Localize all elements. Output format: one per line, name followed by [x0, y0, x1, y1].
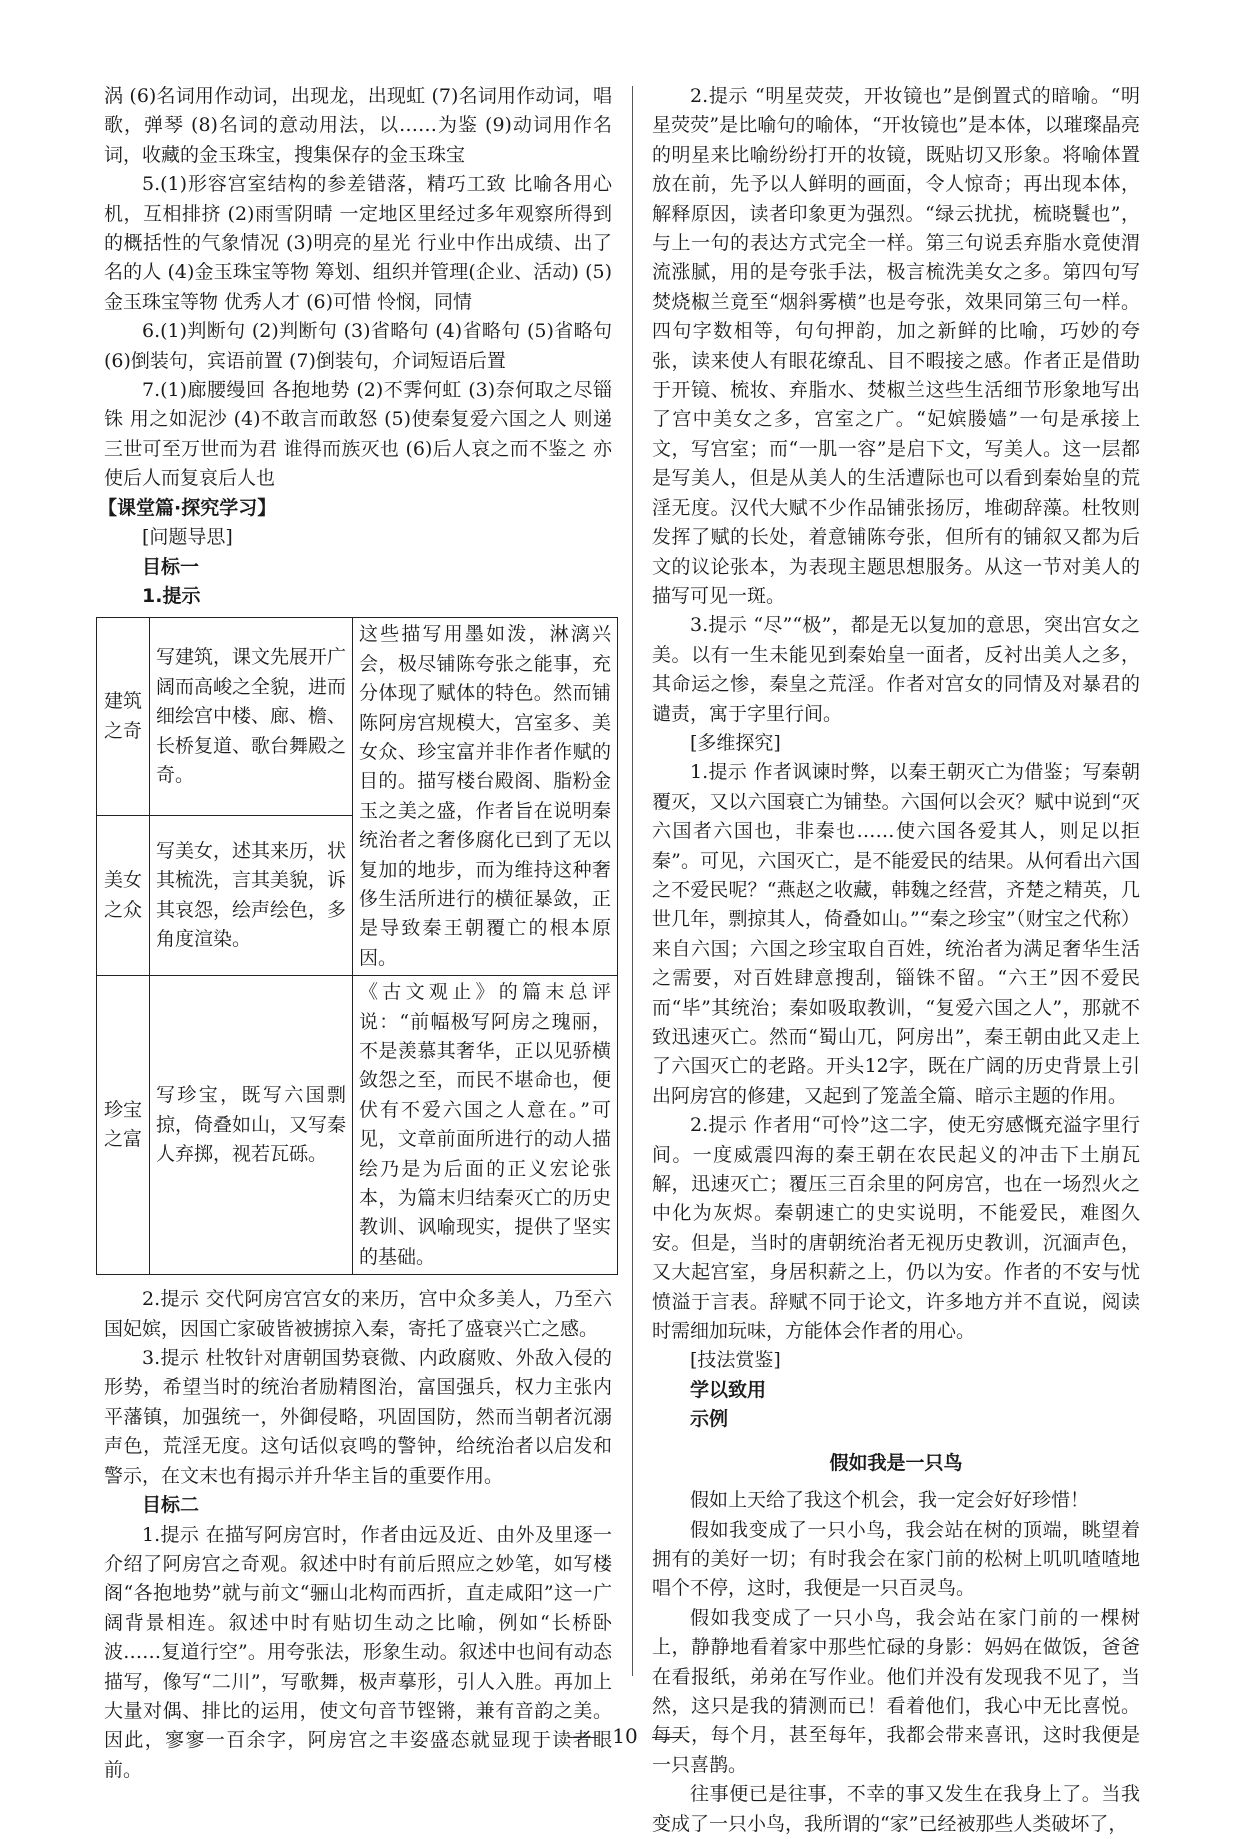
essay-paragraph: 假如上天给了我这个机会，我一定会好好珍惜！ [690, 1489, 1090, 1512]
table-cell: 写美女，述其来历，状其梳洗，言其美貌，诉其哀怨，绘声绘色，多角度渲染。 [150, 816, 353, 976]
goal-heading: 目标二 [142, 1494, 200, 1517]
subsection-heading: [问题导思] [142, 526, 233, 549]
table-row-header: 珍宝之富 [97, 976, 150, 1275]
answer-hint-2: 2.提示 作者用“可怜”这二字，使无穷感慨充溢字里行间。一度威震四海的秦王朝在农民起义的冲击下土崩瓦解，迅速灭亡；覆压三百余里的阿房宫，也在一场烈火之中化为灰烬。秦朝速亡的史实说明，不能爱民，难图久安。但是，当时的唐朝统治者无视历史教训，沉湎声色，又大起宫室，身居积薪之上，仍以为安。作者的不安与忧愤溢于言表。辞赋不同于论文，许多地方并不直说，阅读时需细加玩味，方能体会作者的用心。 [652, 1114, 1140, 1343]
answer-hint-1: 1.提示 作者讽谏时弊，以秦王朝灭亡为借鉴；写秦朝覆灭，又以六国衰亡为铺垫。六国何以会灭？赋中说到“灭六国者六国也，非秦也……使六国各爱其人，则足以拒秦”。可见，六国灭亡，是不能爱民的结果。从何看出六国之不爱民呢？“燕赵之收藏，韩魏之经营，齐楚之精英，几世几年，剽掠其人，倚叠如山。”“秦之珍宝”（财宝之代称）来自六国；六国之珍宝取自百姓，统治者为满足奢华生活之需要，对百姓肆意搜刮，锱铢不留。“六王”因不爱民而“毕”其统治；秦如吸取教训，“复爱六国之人”，那就不致迅速灭亡。然而“蜀山兀，阿房出”，秦王朝由此又走上了六国灭亡的老路。开头12字，既在广阔的历史背景上引出阿房宫的修建，又起到了笼盖全篇、暗示主题的作用。 [652, 761, 1140, 1107]
left-column [98, 82, 612, 1785]
table-cell-summary: 《古文观止》的篇末总评说：“前幅极写阿房之瑰丽，不是羡慕其奢华，正以见骄横敛怨之至，而民不堪命也，便伏有不爱六国之人意在。”可见，文章前面所进行的动人描绘乃是为后面的正义宏论张本，为篇末归结秦灭亡的历史教训、讽喻现实，提供了坚实的基础。 [353, 976, 618, 1275]
answer-table [96, 617, 618, 1275]
answer-5: 5.(1)形容宫室结构的参差错落，精巧工致 比喻各用心机，互相排挤 (2)雨雪阴晴 一定地区里经过多年观察所得到的概括性的气象情况 (3)明亮的星光 行业中作出成绩、出了名的人 (4)金玉珠宝等物 筹划、组织并管理(企业、活动) (5)金玉珠宝等物 优秀人才 (6)可惜 怜悯，同情 [104, 173, 612, 313]
answer-paragraph: 涡 (6)名词用作动词，出现龙，出现虹 (7)名词用作动词，唱歌，弹琴 (8)名词的意动用法，以……为鉴 (9)动词用作名词，收藏的金玉珠宝，搜集保存的金玉珠宝 [104, 85, 612, 166]
answer-hint-2: 2.提示 交代阿房宫宫女的来历，宫中众多美人，乃至六国妃嫔，因国亡家破皆被掳掠入秦，寄托了盛衰兴亡之感。 [104, 1288, 612, 1340]
goal-heading: 目标一 [142, 555, 200, 578]
page-number-text: 10 [612, 1724, 638, 1748]
answer-7: 7.(1)廊腰缦回 各抱地势 (2)不霁何虹 (3)奈何取之尽锱铢 用之如泥沙 (4)不敢言而敢怒 (5)使秦复爱六国之人 则递三世可至万世而为君 谁得而族灭也 (6)后人哀之而不鉴之 亦使后人而复哀后人也 [104, 379, 612, 490]
essay-paragraph: 往事便已是往事，不幸的事又发生在我身上了。当我变成了一只小鸟，我所谓的“家”已经被那些人类破坏了， [652, 1783, 1140, 1835]
table-row-header: 建筑之奇 [97, 618, 150, 816]
column-divider [632, 86, 633, 1676]
section-heading: 【课堂篇·探究学习】 [98, 496, 277, 519]
essay-paragraph: 假如我变成了一只小鸟，我会站在家门前的一棵树上，静静地看着家中那些忙碌的身影：妈妈在做饭，爸爸在看报纸，弟弟在写作业。他们并没有发现我不见了，当然，这只是我的猜测而已！看着他们，我心中无比喜悦。每天，每个月，甚至每年，我都会带来喜讯，这时我便是一只喜鹊。 [652, 1606, 1140, 1776]
sub-heading: 学以致用 [690, 1378, 767, 1401]
answer-6: 6.(1)判断句 (2)判断句 (3)省略句 (4)省略句 (5)省略句 (6)倒装句，宾语前置 (7)倒装句，介词短语后置 [104, 320, 612, 372]
answer-hint-3: 3.提示 杜牧针对唐朝国势衰微、内政腐败、外敌入侵的形势，希望当时的统治者励精图治，富国强兵，权力主张内平藩镇，加强统一，外御侵略，巩固国防，然而当朝者沉溺声色，荒淫无度。这句话似哀鸣的警钟，给统治者以启发和警示，在文末也有揭示并升华主旨的重要作用。 [104, 1347, 612, 1487]
answer-hint-3: 3.提示 “尽”“极”，都是无以复加的意思，突出宫女之美。以有一生未能见到秦始皇一面者，反衬出美人之多，其命运之惨，秦皇之荒淫。作者对宫女的同情及对暴君的谴责，寓于字里行间。 [652, 614, 1140, 725]
essay-title: 假如我是一只鸟 [829, 1451, 963, 1474]
sub-heading: 示例 [690, 1408, 729, 1431]
table-row [97, 976, 618, 1275]
subsection-heading: [技法赏鉴] [690, 1349, 781, 1372]
answer-hint-1: 1.提示 在描写阿房宫时，作者由远及近、由外及里逐一介绍了阿房宫之奇观。叙述中时有前后照应之妙笔，如写楼阁“各抱地势”就与前文“骊山北构而西折，直走咸阳”这一广阔背景相连。叙述中时有贴切生动之比喻，例如“长桥卧波……复道行空”。用夸张法，形象生动。叙述中也间有动态描写，像写“二川”，写歌舞，极声摹形，引人入胜。再加上大量对偶、排比的运用，使文句音节铿锵，兼有音韵之美。因此，寥寥一百余字，阿房宫之丰姿盛态就显现于读者眼前。 [104, 1523, 612, 1781]
answer-hint-2: 2.提示 “明星荧荧，开妆镜也”是倒置式的暗喻。“明星荧荧”是比喻句的喻体，“开妆镜也”是本体，以璀璨晶亮的明星来比喻纷纷打开的妆镜，既贴切又形象。将喻体置放在前，先予以人鲜明的画面，令人惊奇；再出现本体，解释原因，读者印象更为强烈。“绿云扰扰，梳晓鬟也”，与上一句的表达方式完全一样。第三句说丢弃脂水竟使渭流涨腻，用的是夸张手法，极言梳洗美女之多。第四句写焚烧椒兰竟至“烟斜雾横”也是夸张，效果同第三句一样。四句字数相等，句句押韵，加之新鲜的比喻，巧妙的夸张，读来使人有眼花缭乱、目不暇接之感。作者正是借助于开镜、梳妆、弃脂水、焚椒兰这些生活细节形象地写出了宫中美女之多，宫室之广。“妃嫔媵嫱”一句是承接上文，写宫室；而“一肌一容”是启下文，写美人。这一层都是写美人，但是从美人的生活遭际也可以看到秦始皇的荒淫无度。汉代大赋不少作品铺张扬厉，堆砌辞藻。杜牧则发挥了赋的长处，着意铺陈夸张，但所有的铺叙又都为后文的议论张本，为表现主题思想服务。从这一节对美人的描写可见一斑。 [652, 85, 1140, 607]
essay-paragraph: 假如我变成了一只小鸟，我会站在树的顶端，眺望着拥有的美好一切；有时我会在家门前的松树上叽叽喳喳地唱个不停，这时，我便是一只百灵鸟。 [652, 1518, 1140, 1600]
hint-heading: 1.提示 [142, 584, 201, 607]
table-cell: 写建筑，课文先展开广阔而高峻之全貌，进而细绘宫中楼、廊、檐、长桥复道、歌台舞殿之奇。 [150, 618, 353, 816]
subsection-heading: [多维探究] [690, 731, 781, 754]
table-row-header: 美女之众 [97, 816, 150, 976]
table-cell-summary: 这些描写用墨如泼，淋漓兴会，极尽铺陈夸张之能事，充分体现了赋体的特色。然而铺陈阿房宫规模大，宫室多、美女众、珍宝富并非作者作赋的目的。描写楼台殿阁、脂粉金玉之美之盛，作者旨在说明秦统治者之奢侈腐化已到了无以复加的地步，而为维持这种奢侈生活所进行的横征暴敛，正是导致秦王朝覆亡的根本原因。 [353, 618, 618, 976]
page-number [0, 1722, 1250, 1751]
right-column [652, 82, 1140, 1839]
table-cell: 写珍宝，既写六国剽掠，倚叠如山，又写秦人弃掷，视若瓦砾。 [150, 976, 353, 1275]
table-row [97, 618, 618, 816]
